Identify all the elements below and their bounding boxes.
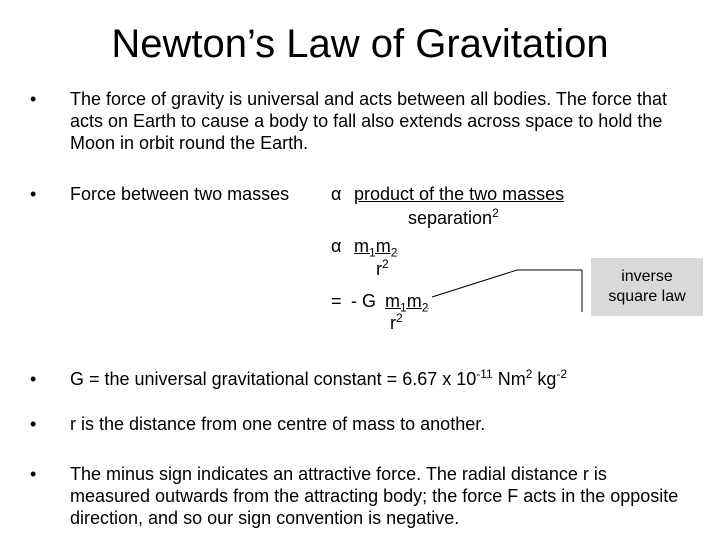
proportional-symbol-2: α: [331, 236, 342, 256]
bullet-5-text: The minus sign indicates an attractive force. The radial distance r is measured outwards from the attracting body; the force F acts in the opposite direction, and so our sign convention is negative.: [70, 464, 679, 528]
neg-g-text: - G: [351, 291, 376, 311]
denominator-text: separation$^2$: [408, 206, 499, 228]
bullet-4-text: r is the distance from one centre of mass to another.: [70, 414, 486, 434]
bullet-3-text: G = the universal gravitational constant = 6.67 x $10^{-11}$ Nm$^2$ $kg^{-2}$: [70, 367, 568, 389]
numerator-text: product of the two masses: [354, 184, 565, 204]
numerator-m1m2-2: $m_1m_2$: [385, 291, 429, 315]
box-line-1: inverse: [621, 268, 673, 285]
inverse-square-law-box: [591, 258, 703, 316]
denominator-r2-2: $r^2$: [390, 311, 403, 333]
bullet-1-text: The force of gravity is universal and acts between all bodies. The force that acts on Earth to cause a body to fall also extends across space to hold the Moon in orbit round the Earth.: [70, 89, 667, 153]
force-lead-text: Force between two masses: [70, 184, 290, 204]
bullet-marker: •: [30, 464, 37, 484]
denominator-r2: $r^2$: [376, 257, 389, 279]
bullet-marker: •: [30, 369, 37, 389]
numerator-m1m2: $m_1m_2$: [354, 236, 398, 260]
bullet-marker: •: [30, 89, 37, 109]
box-line-2: square law: [608, 288, 686, 305]
slide-title: Newton’s Law of Gravitation: [111, 22, 609, 66]
proportional-symbol: α: [331, 184, 342, 204]
equals-symbol: =: [331, 291, 342, 311]
bullet-marker: •: [30, 184, 37, 204]
bullet-marker: •: [30, 414, 37, 434]
